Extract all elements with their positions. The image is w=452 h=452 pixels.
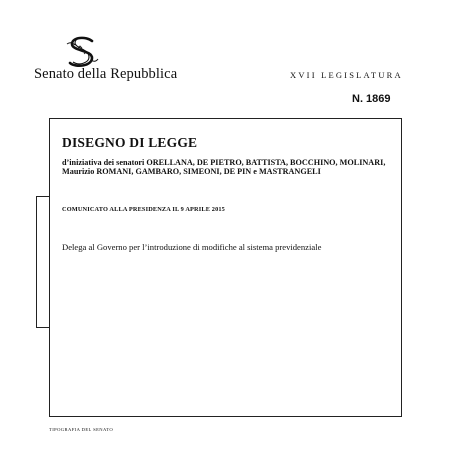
document-title: DISEGNO DI LEGGE [62,135,198,150]
initiative-text: d’iniziativa dei senatori ORELLANA, DE PIETRO, BATTISTA, BOCCHINO, MOLINARI, Maurizio ROMANI, GAMBARO, SIMEONI, DE PIN e MASTRANGELI [62,158,386,177]
bill-subject: Delega al Governo per l’introduzione di modifiche al sistema previdenziale [62,242,322,252]
bill-number: N. 1869 [352,93,391,105]
legislature-label: XVII LEGISLATURA [290,70,403,80]
side-bracket [36,196,49,328]
communicated-date: COMUNICATO ALLA PRESIDENZA IL 9 APRILE 2015 [62,206,225,213]
senate-emblem-icon [62,36,102,70]
institution-name: Senato della Repubblica [34,66,178,82]
printer-label: TIPOGRAFIA DEL SENATO [49,427,114,432]
